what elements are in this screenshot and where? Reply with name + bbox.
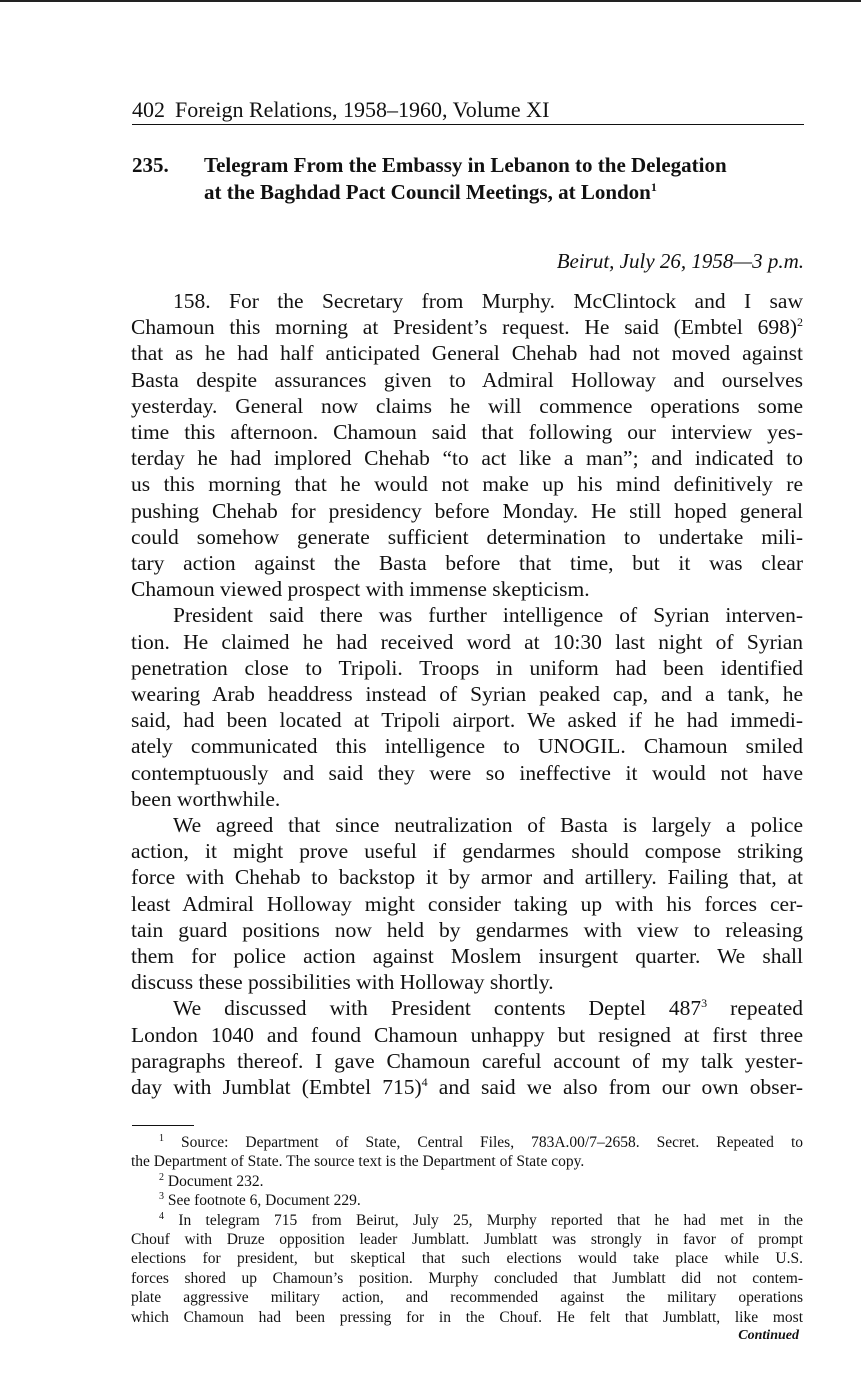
footnote-mark: 1 [159, 1132, 164, 1144]
footnote-text: In telegram 715 from Beirut, July 25, Murphy reported that he had met in the [178, 1211, 803, 1229]
body-line: force with Chehab to backstop it by armor and artillery. Failing that, at [131, 865, 803, 890]
footnote-ref-3: 3 [701, 996, 708, 1011]
body-line: pushing Chehab for presidency before Monday. He still hoped general [131, 498, 803, 523]
body-line: said, had been located at Tripoli airport. We asked if he had immedi- [131, 708, 803, 733]
footnote-line: which Chamoun had been pressing for in the Chouf. He felt that Jumblatt, like most [131, 1308, 803, 1326]
footnote-mark: 4 [159, 1210, 164, 1222]
footnote-line: Chouf with Druze opposition leader Jumblatt. Jumblatt was strongly in favor of prompt [131, 1231, 803, 1249]
footnote-line: forces shored up Chamoun’s position. Murphy concluded that Jumblatt did not contem- [131, 1269, 803, 1287]
footnote-2 [131, 1172, 803, 1191]
body-line: penetration close to Tripoli. Troops in uniform had been identified [131, 655, 803, 680]
footnotes [131, 1133, 803, 1327]
running-header [132, 96, 804, 125]
paragraph-3 [131, 812, 803, 995]
body-line: ately communicated this intelligence to UNOGIL. Chamoun smiled [131, 734, 803, 759]
title-line-2: at the Baghdad Pact Council Meetings, at London [204, 180, 651, 204]
body-line: could somehow generate sufficient determination to undertake mili- [131, 524, 803, 549]
body-line: that as he had half anticipated General Chehab had not moved against [131, 341, 803, 366]
body-line: Basta despite assurances given to Admiral Holloway and ourselves [131, 367, 803, 392]
document-title [204, 152, 804, 206]
body-line-text: and said we also from our own obser- [427, 1075, 803, 1100]
footnote-line: plate aggressive military action, and recommended against the military operations [131, 1289, 803, 1307]
footnote-mark: 3 [159, 1191, 164, 1203]
body-line: President said there was further intelligence of Syrian interven- [173, 603, 803, 628]
body-line: them for police action against Moslem insurgent quarter. We shall [131, 944, 803, 969]
body-line-text: repeated [707, 996, 803, 1021]
body-line [131, 1074, 803, 1100]
title-footnote-ref: 1 [650, 180, 657, 194]
footnote-separator [132, 1125, 194, 1126]
body-line: wearing Arab headdress instead of Syrian peaked cap, and a tank, he [131, 682, 803, 707]
footnote-line [131, 1133, 803, 1152]
paragraph-1 [131, 288, 803, 602]
telegram-body [131, 288, 803, 1100]
body-line [131, 314, 803, 340]
dateline: Beirut, July 26, 1958—3 p.m. [556, 249, 804, 273]
body-line: We agreed that since neutralization of Basta is largely a police [173, 813, 803, 838]
footnote-line: elections for president, but skeptical that such elections would take place while U.S. [131, 1250, 803, 1268]
body-line: contemptuously and said they were so ineffective it would not have [131, 760, 803, 785]
body-line: terday he had implored Chehab “to act like a man”; and indicated to [131, 446, 803, 471]
body-line: least Admiral Holloway might consider taking up with his forces cer- [131, 891, 803, 916]
body-line: time this afternoon. Chamoun said that following our interview yes- [131, 420, 803, 445]
body-line-text: day with Jumblat (Embtel 715) [131, 1075, 422, 1100]
body-line: paragraphs thereof. I gave Chamoun careful account of my talk yester- [131, 1048, 803, 1073]
footnote-text: Document 232. [167, 1172, 264, 1190]
footnote-ref-2: 2 [797, 315, 803, 330]
body-line-text: Chamoun this morning at President’s request. He said (Embtel 698) [131, 315, 797, 340]
paragraph-2 [131, 602, 803, 812]
footnote-3 [131, 1191, 803, 1210]
series-title: Foreign Relations, 1958–1960, Volume XI [175, 97, 550, 122]
document-number: 235. [132, 153, 169, 177]
body-line: us this morning that he would not make up his mind definitively re [131, 472, 803, 497]
body-line: yesterday. General now claims he will commence operations some [131, 393, 803, 418]
body-line: discuss these possibilities with Holloway shortly. [131, 970, 554, 995]
body-line-text: We discussed with President contents Deptel 487 [173, 996, 702, 1021]
body-line: action, it might prove useful if gendarmes should compose striking [131, 839, 803, 864]
body-line: tain guard positions now held by gendarmes with view to releasing [131, 917, 803, 942]
body-line: tary action against the Basta before that time, but it was clear [131, 551, 803, 576]
footnote-1 [131, 1133, 803, 1172]
footnote-line [131, 1211, 803, 1230]
title-line-1: Telegram From the Embassy in Lebanon to the Delegation [204, 153, 727, 177]
body-line [131, 995, 803, 1021]
page-number: 402 [132, 97, 165, 122]
footnote-text: See footnote 6, Document 229. [167, 1192, 361, 1210]
body-line: London 1040 and found Chamoun unhappy but resigned at first three [131, 1022, 803, 1047]
body-line: Chamoun viewed prospect with immense skepticism. [131, 577, 590, 602]
footnote-line: the Department of State. The source text is the Department of State copy. [131, 1153, 585, 1171]
document-heading [132, 152, 804, 206]
footnote-4 [131, 1211, 803, 1327]
body-line: 158. For the Secretary from Murphy. McClintock and I saw [173, 289, 803, 313]
body-line: been worthwhile. [131, 786, 281, 811]
footnote-text: Source: Department of State, Central Files, 783A.00/7–2658. Secret. Repeated to [181, 1134, 803, 1151]
footnote-ref-4: 4 [421, 1074, 428, 1089]
body-line: tion. He claimed he had received word at 10:30 last night of Syrian [131, 629, 803, 654]
continued-label: Continued [738, 1328, 799, 1343]
footnote-mark: 2 [159, 1171, 164, 1183]
top-border-rule [0, 0, 861, 2]
paragraph-4 [131, 995, 803, 1100]
